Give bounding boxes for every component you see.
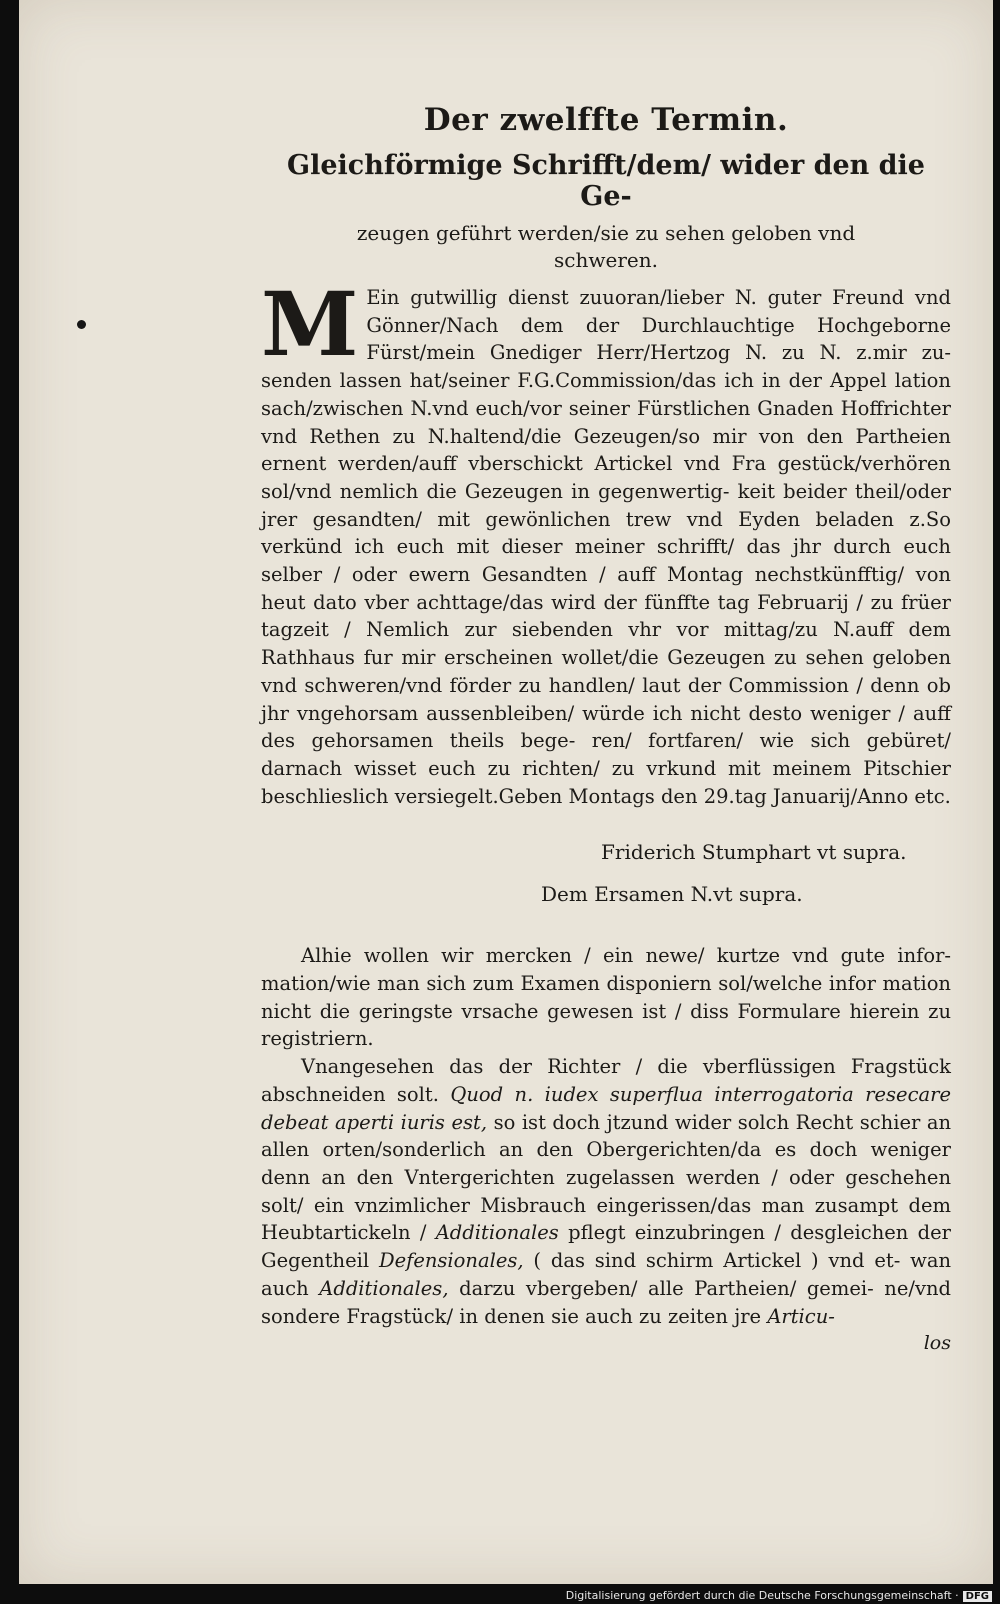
latin-term-3: Additionales, xyxy=(319,1276,449,1300)
letter-paragraph xyxy=(261,272,951,810)
latin-term-4: Articu- xyxy=(767,1304,835,1328)
commentary-text-b: so ist doch jtzund wider solch Recht schier an allen orten/sonderlich an den Obergerichten/da es doch weniger denn an den Vntergerichten zugelassen werden / oder geschehen solt/ ein vnzimlicher Misbrauch eingerissen/das man zusampt dem Heubtartickeln / xyxy=(261,1110,952,1245)
chapter-heading: Der zwelffte Termin. xyxy=(423,102,789,138)
drop-cap: M xyxy=(261,272,359,376)
page-text xyxy=(261,102,951,1354)
commentary-paragraph xyxy=(261,1053,951,1330)
latin-quote-1: Quod n. iudex superflua interrogatoria resecare debeat aperti iuris est, xyxy=(261,1082,952,1134)
letter-text: Ein gutwillig dienst zuuoran/lieber N. guter Freund vnd Gönner/Nach dem der Durchlauchtige Hochgeborne Fürst/mein Gnediger Herr/Hertzog N. zu N. z.mir zu- senden lassen hat/seiner F.G.Commission/das ich in der Appel lation sach/zwischen N.vnd euch/vor seiner Fürstlichen Gnaden Hoffrichter vnd Rethen zu N.haltend/die Gezeugen/so mir von den Partheien ernent werden/auff vberschickt Artickel vnd Fra gestück/verhören sol/vnd nemlich die Gezeugen in gegenwertig- keit beider theil/oder jrer gesandten/ mit gewönlichen trew vnd Eyden beladen z.So verkünd ich euch mit dieser meiner schrifft/ das jhr durch euch selber / oder ewern Gesandten / auff Montag nechstkünfftig/ von heut dato vber achttage/das wird der fünffte tag Februarij / zu früer tagzeit / Nemlich zur siebenden vhr vor mittag/zu N.auff dem Rathhaus fur mir erscheinen wollet/die Gezeugen zu sehen geloben vnd schweren/vnd förder zu handlen/ laut der Commission / denn ob jhr vngehorsam aussenbleiben/ würde ich nicht desto weniger / auff des gehorsamen theils bege- ren/ fortfaren/ wie sich gebüret/ darnach wisset euch zu richten/ zu vrkund mit meinem Pitschier beschlieslich versiegelt.Geben Montags den 29.tag Januarij/Anno etc. xyxy=(261,286,951,808)
section-title-line-3: schweren. xyxy=(554,248,658,272)
footer-credit: Digitalisierung gefördert durch die Deutsche Forschungsgemeinschaft · xyxy=(565,1589,959,1602)
section-title-line-2: zeugen geführt werden/sie zu sehen geloben vnd xyxy=(356,221,856,245)
digitization-footer xyxy=(566,1589,992,1602)
commentary-text-d: ( das sind schirm Artickel ) vnd et- wan auch xyxy=(261,1249,952,1300)
signature: Friderich Stumphart vt supra. xyxy=(601,840,907,865)
section-title-continuation xyxy=(261,220,951,274)
section-title: Gleichförmige Schrifft/dem/ wider den die Ge- xyxy=(287,150,925,212)
ink-dot xyxy=(77,320,86,329)
commentary-text-a: Vnangesehen das der Richter / die vberflüssigen Fragstück abschneiden solt. xyxy=(261,1055,951,1106)
latin-term-1: Additionales xyxy=(435,1221,559,1245)
dfg-logo: DFG xyxy=(963,1591,992,1602)
information-paragraph: Alhie wollen wir mercken / ein newe/ kurtze vnd gute infor- mation/wie man sich zum Examen disponiern sol/welche infor mation nicht die geringste vrsache gewesen ist / diss Formulare hierein zu registriern. xyxy=(261,944,951,1051)
address-line: Dem Ersamen N.vt supra. xyxy=(541,882,803,907)
latin-term-2: Defensionales, xyxy=(378,1249,524,1273)
commentary-text-e: darzu vbergeben/ alle Partheien/ gemei- ne/vnd sondere Fragstück/ in denen sie auch zu zeiten jre xyxy=(261,1276,952,1328)
commentary-text-c: pflegt einzubringen / desgleichen der Gegentheil xyxy=(261,1221,952,1273)
book-page xyxy=(19,0,993,1584)
catchword: los xyxy=(923,1332,951,1355)
